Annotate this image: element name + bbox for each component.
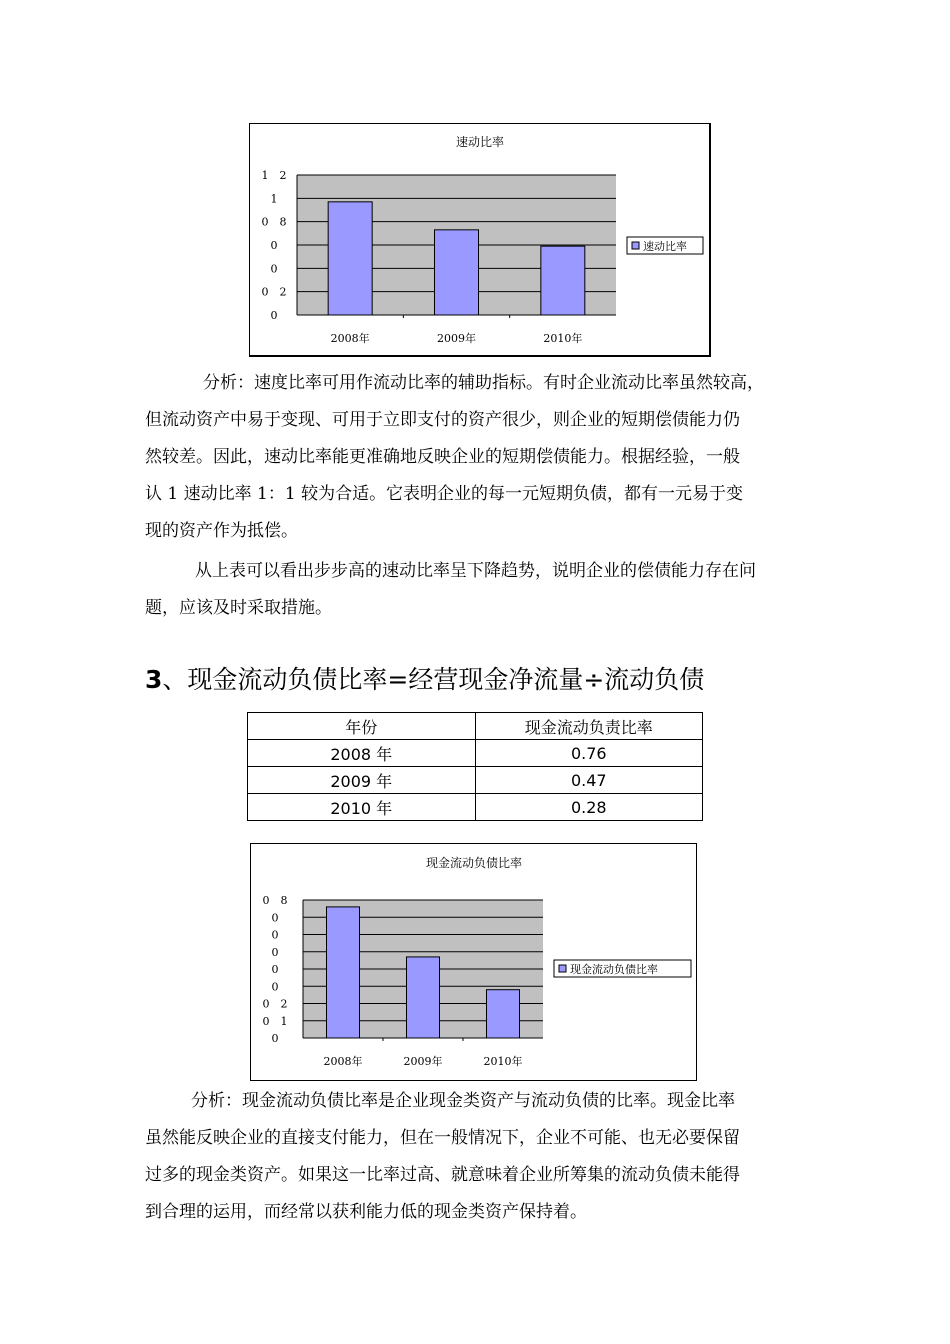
- x-tick-label: 2010年: [543, 332, 583, 345]
- trend-line-2: 题，应该及时采取措施。: [145, 598, 332, 618]
- legend-label: 速动比率: [643, 240, 687, 253]
- analysis2-line-2: 虽然能反映企业的直接支付能力，但在一般情况下，企业不可能、也无必要保留: [145, 1128, 740, 1148]
- table-row: [248, 767, 703, 794]
- analysis1-line-3: 然较差。因此，速动比率能更准确地反映企业的短期偿债能力。根据经验，一般: [145, 447, 740, 467]
- y-tick-label: 0: [271, 928, 279, 942]
- table-cell-value: 0.76: [475, 740, 703, 767]
- y-tick-label: 0 8: [262, 894, 288, 907]
- quick-ratio-chart-svg: [250, 124, 710, 356]
- y-tick-label: 0: [270, 309, 278, 322]
- y-tick-label: 1: [270, 192, 278, 206]
- y-tick-label: 0 2: [262, 997, 288, 1011]
- legend-label: 现金流动负债比率: [570, 963, 658, 976]
- y-tick-label: 0: [271, 963, 279, 976]
- trend-line-1: 从上表可以看出步步高的速动比率呈下降趋势，说明企业的偿债能力存在问: [195, 561, 756, 581]
- analysis2-line-4: 到合理的运用，而经常以获利能力低的现金类资产保持着。: [145, 1202, 587, 1222]
- table-cell-year: 2010 年: [248, 794, 476, 821]
- y-tick-label: 0: [270, 262, 278, 276]
- y-tick-label: 0: [271, 911, 279, 925]
- analysis2-line-3: 过多的现金类资产。如果这一比率过高、就意味着企业所筹集的流动负债未能得: [145, 1165, 740, 1185]
- quick-ratio-chart: [249, 123, 711, 357]
- analysis1-line-1: 分析：速度比率可用作流动比率的辅助指标。有时企业流动比率虽然较高，: [203, 373, 764, 393]
- y-tick-label: 0: [271, 980, 279, 994]
- bar: [328, 202, 372, 315]
- legend-swatch: [559, 965, 566, 972]
- section-number: 3: [145, 665, 163, 694]
- table-row: [248, 794, 703, 821]
- table-cell-value: 0.28: [475, 794, 703, 821]
- chart-title: 现金流动负债比率: [425, 856, 523, 870]
- cash-ratio-chart: [250, 843, 697, 1081]
- analysis-cash-ratio: [145, 1083, 810, 1231]
- table-cell-year: 2009 年: [248, 767, 476, 794]
- x-tick-label: 2010年: [483, 1055, 523, 1068]
- x-tick-label: 2008年: [330, 332, 370, 345]
- bar: [487, 990, 520, 1038]
- y-tick-label: 0: [270, 239, 278, 252]
- x-tick-label: 2009年: [437, 332, 476, 345]
- chart-title: 速动比率: [455, 135, 505, 149]
- y-tick-label: 0: [271, 1032, 279, 1045]
- table-header-ratio: 现金流动负责比率: [475, 713, 703, 740]
- analysis-quick-ratio: [145, 365, 810, 550]
- analysis1-line-2: 但流动资产中易于变现、可用于立即支付的资产很少，则企业的短期偿债能力仍: [145, 410, 740, 430]
- table-header-year: 年份: [248, 713, 476, 740]
- y-tick-label: 1 2: [261, 169, 287, 182]
- y-tick-label: 0 2: [261, 285, 287, 299]
- y-tick-label: 0: [271, 945, 279, 959]
- y-tick-label: 0 8: [261, 215, 287, 229]
- table-cell-value: 0.47: [475, 767, 703, 794]
- bar: [407, 957, 440, 1038]
- analysis1-line-4: 认 1 速动比率 1：1 较为合适。它表明企业的每一元短期负债，都有一元易于变: [145, 484, 744, 504]
- legend-swatch: [632, 242, 639, 249]
- table-header-row: [248, 713, 703, 740]
- bar: [435, 230, 479, 315]
- cash-ratio-table: [247, 712, 703, 821]
- analysis2-line-1: 分析：现金流动负债比率是企业现金类资产与流动负债的比率。现金比率: [191, 1091, 735, 1111]
- section-3-heading: [145, 660, 704, 700]
- analysis1-line-5: 现的资产作为抵偿。: [145, 521, 298, 541]
- y-tick-label: 0 1: [262, 1014, 288, 1028]
- bar: [327, 907, 360, 1038]
- bar: [541, 246, 585, 315]
- section-title: 、现金流动负债比率=经营现金净流量÷流动负债: [162, 665, 705, 694]
- trend-paragraph: [145, 553, 810, 627]
- x-tick-label: 2009年: [403, 1055, 443, 1068]
- x-tick-label: 2008年: [323, 1055, 363, 1068]
- table-row: [248, 740, 703, 767]
- table-cell-year: 2008 年: [248, 740, 476, 767]
- cash-ratio-chart-svg: [251, 844, 696, 1080]
